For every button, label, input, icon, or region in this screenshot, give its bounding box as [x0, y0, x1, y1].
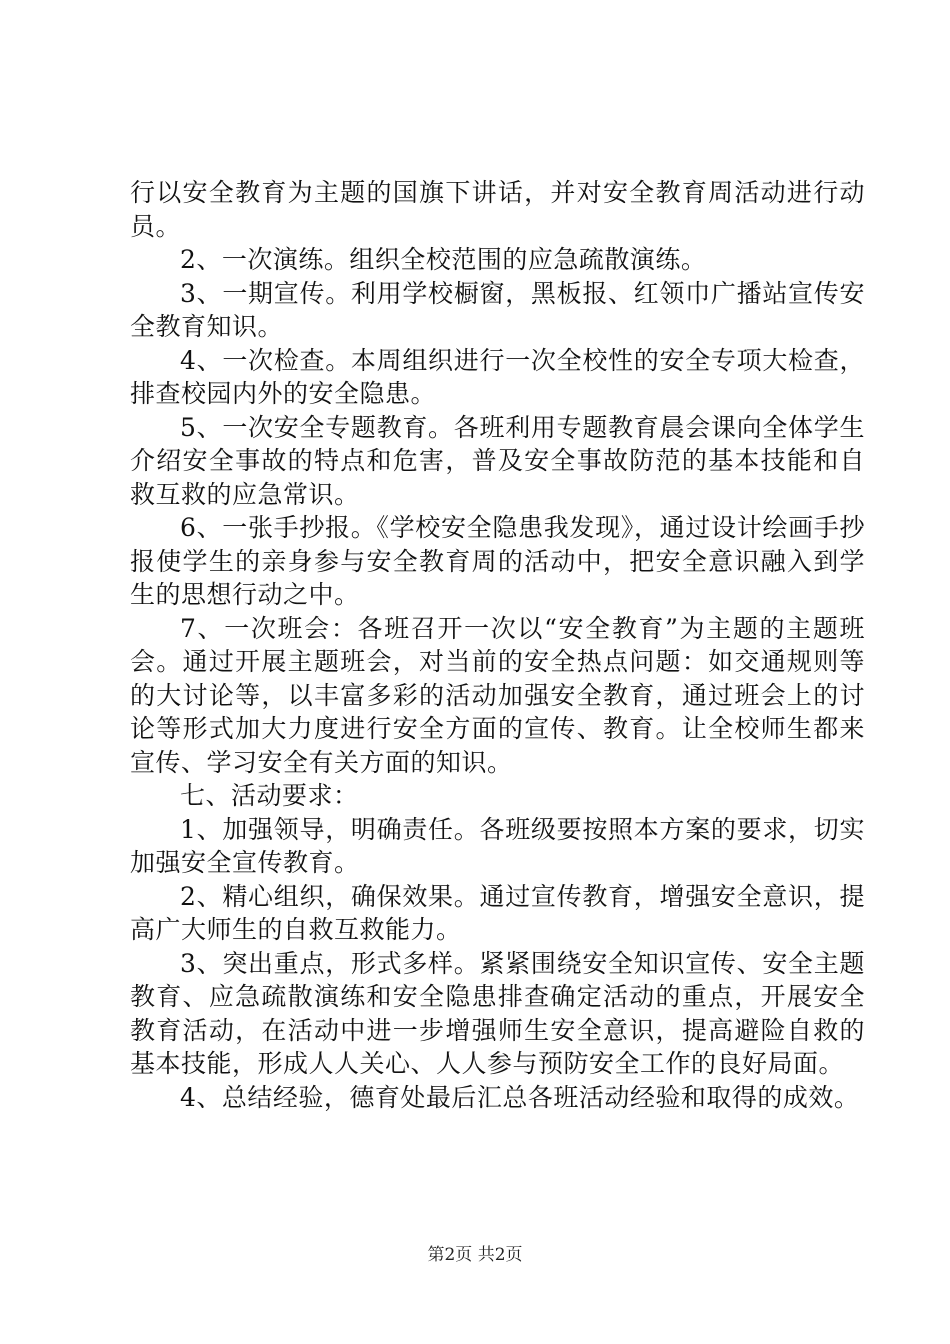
- paragraph-publicity: 3、一期宣传。利用学校橱窗，黑板报、红领巾广播站宣传安全教育知识。: [130, 278, 865, 341]
- paragraph-inspection: 4、一次检查。本周组织进行一次全校性的安全专项大检查，排查校园内外的安全隐患。: [130, 345, 865, 408]
- paragraph-leadership: 1、加强领导，明确责任。各班级要按照本方案的要求，切实加强安全宣传教育。: [130, 814, 865, 877]
- paragraph-class-meeting: 7、一次班会：各班召开一次以“安全教育”为主题的主题班会。通过开展主题班会，对当前的安全热点问题：如交通规则等的大讨论等，以丰富多彩的活动加强安全教育，通过班会上的讨论等形式加大力度进行安全方面的宣传、教育。让全校师生都来宣传、学习安全有关方面的知识。: [130, 613, 865, 777]
- paragraph-key-points: 3、突出重点，形式多样。紧紧围绕安全知识宣传、安全主题教育、应急疏散演练和安全隐患排查确定活动的重点，开展安全教育活动，在活动中进一步增强师生安全意识，提高避险自救的基本技能，形成人人关心、人人参与预防安全工作的良好局面。: [130, 948, 865, 1078]
- paragraph-organization: 2、精心组织，确保效果。通过宣传教育，增强安全意识，提高广大师生的自救互救能力。: [130, 881, 865, 944]
- paragraph-drill: 2、一次演练。组织全校范围的应急疏散演练。: [180, 245, 707, 274]
- paragraph-continuation: 行以安全教育为主题的国旗下讲话，并对安全教育周活动进行动员。: [130, 178, 865, 241]
- section-heading-requirements: 七、活动要求：: [180, 781, 359, 810]
- document-body: [130, 176, 865, 1114]
- paragraph-handwritten-newspaper: 6、一张手抄报。《学校安全隐患我发现》，通过设计绘画手抄报使学生的亲身参与安全教育周的活动中，把安全意识融入到学生的思想行动之中。: [130, 513, 865, 609]
- page-number-footer: 第2页 共2页: [427, 1245, 523, 1265]
- paragraph-special-education: 5、一次安全专题教育。各班利用专题教育晨会课向全体学生介绍安全事故的特点和危害，普及安全事故防范的基本技能和自救互救的应急常识。: [130, 412, 865, 509]
- paragraph-summary: 4、总结经验，德育处最后汇总各班活动经验和取得的成效。: [180, 1082, 860, 1112]
